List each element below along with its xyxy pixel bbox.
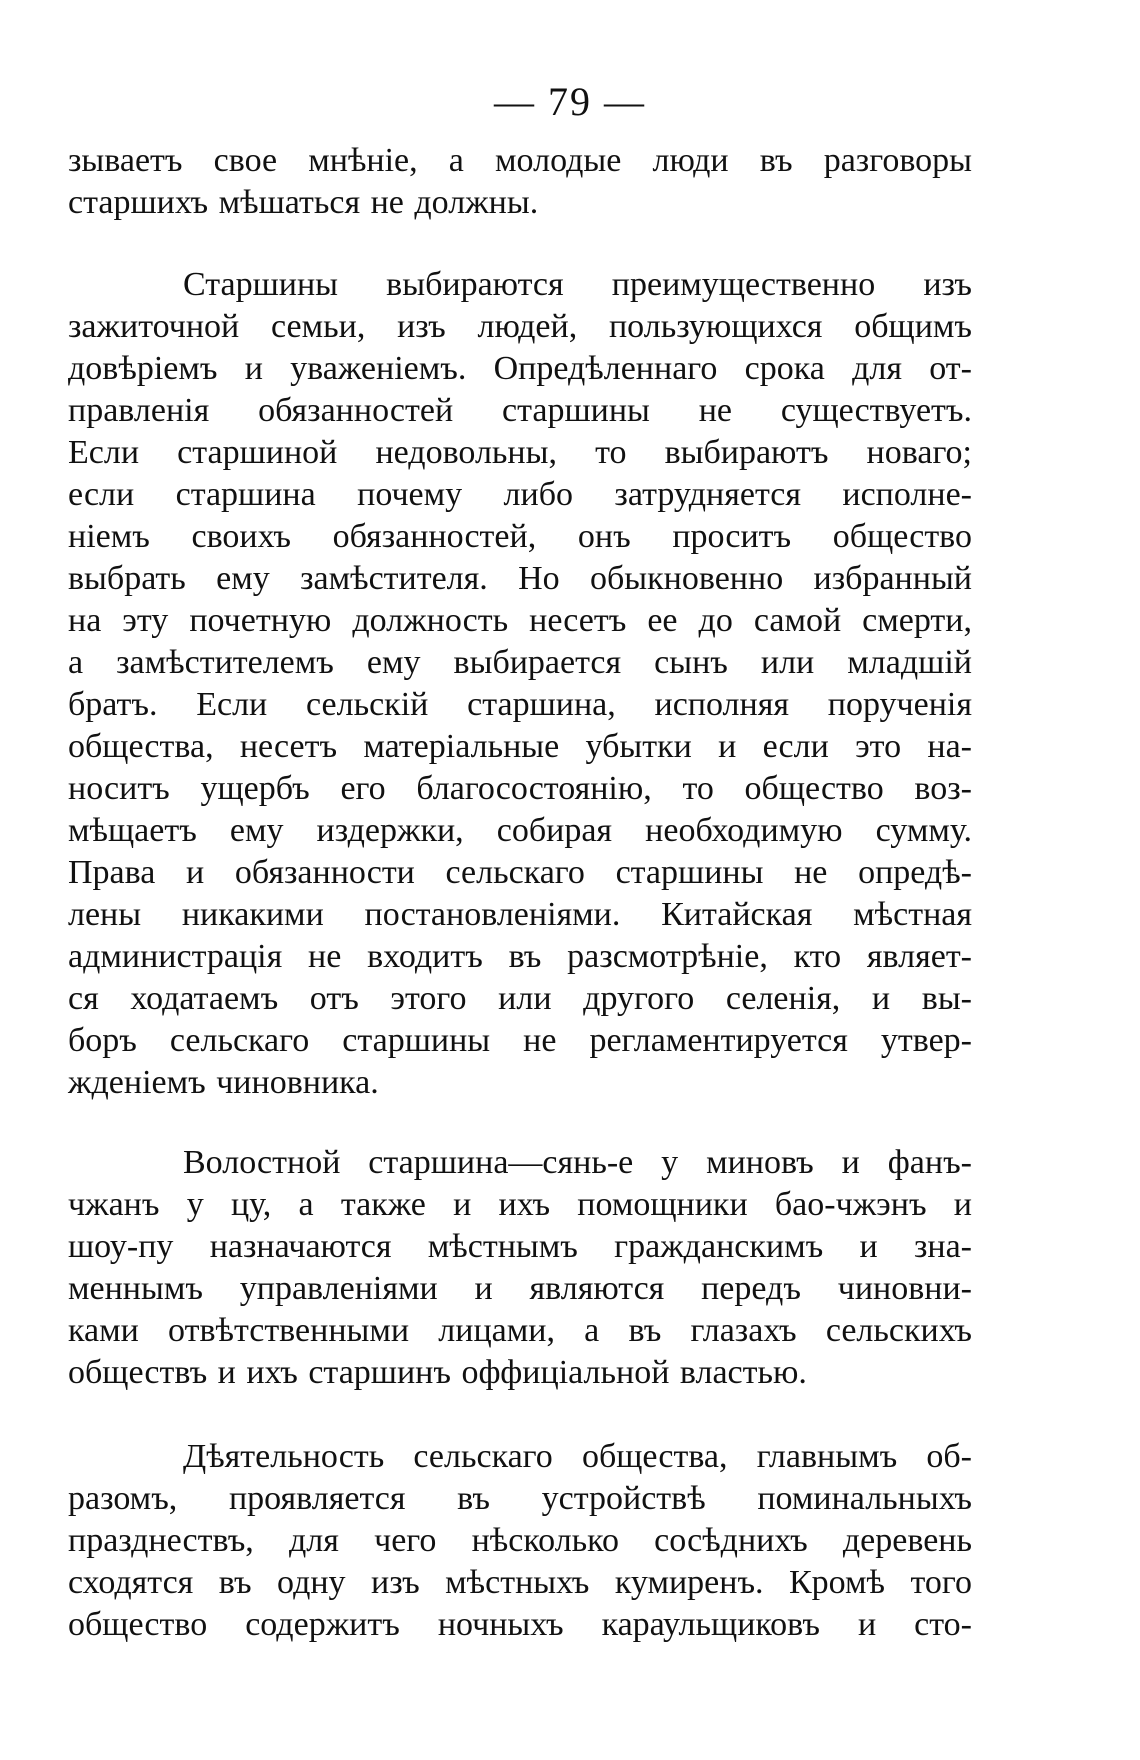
text-line: администрація не входитъ въ разсмотрѣніе, кто являет-: [68, 938, 972, 975]
text-line: боръ сельскаго старшины не регламентируется утвер-: [68, 1022, 972, 1059]
text-line: Волостной старшина—сянь-е у миновъ и фанъ-: [183, 1144, 972, 1181]
text-line: празднествъ, для чего нѣсколько сосѣднихъ деревень: [68, 1522, 972, 1559]
text-line: мѣщаетъ ему издержки, собирая необходимую сумму.: [68, 812, 972, 849]
text-line: Дѣятельность сельскаго общества, главнымъ об-: [183, 1438, 972, 1475]
text-line: выбрать ему замѣстителя. Но обыкновенно избранный: [68, 560, 972, 597]
text-line: ся ходатаемъ отъ этого или другого селенія, и вы-: [68, 980, 972, 1017]
paragraph-1: [68, 140, 972, 224]
paragraph-3: [68, 1142, 972, 1394]
text-line: ніемъ своихъ обязанностей, онъ проситъ общество: [68, 518, 972, 555]
text-line: на эту почетную должность несетъ ее до самой смерти,: [68, 602, 972, 639]
text-line: обществъ и ихъ старшинъ оффиціальной властью.: [68, 1354, 807, 1391]
text-line: лены никакими постановленіями. Китайская мѣстная: [68, 896, 972, 933]
text-line: чжанъ у цу, а также и ихъ помощники бао-чжэнъ и: [68, 1186, 972, 1223]
text-line: меннымъ управленіями и являются передъ чиновни-: [68, 1270, 972, 1307]
text-line: если старшина почему либо затрудняется исполне-: [68, 476, 972, 513]
text-line: старшихъ мѣшаться не должны.: [68, 184, 539, 221]
text-line: Права и обязанности сельскаго старшины не опредѣ-: [68, 854, 972, 891]
text-line: Старшины выбираются преимущественно изъ: [183, 266, 972, 303]
text-line: зажиточной семьи, изъ людей, пользующихся общимъ: [68, 308, 972, 345]
text-line: правленія обязанностей старшины не существуетъ.: [68, 392, 972, 429]
text-line: разомъ, проявляется въ устройствѣ поминальныхъ: [68, 1480, 972, 1517]
text-line: сходятся въ одну изъ мѣстныхъ кумиренъ. Кромѣ того: [68, 1564, 972, 1601]
text-line: довѣріемъ и уваженіемъ. Опредѣленнаго срока для от-: [68, 350, 972, 387]
text-line: а замѣстителемъ ему выбирается сынъ или младшій: [68, 644, 972, 681]
text-line: зываетъ свое мнѣніе, а молодые люди въ разговоры: [68, 142, 972, 179]
text-line: общества, несетъ матеріальные убытки и если это на-: [68, 728, 972, 765]
text-line: общество содержитъ ночныхъ караульщиковъ и сто-: [68, 1606, 972, 1643]
page-number: — 79 —: [494, 79, 646, 124]
paragraph-4: [68, 1436, 972, 1646]
paragraph-2: [68, 264, 972, 1104]
text-line: ками отвѣтственными лицами, а въ глазахъ сельскихъ: [68, 1312, 972, 1349]
text-line: Если старшиной недовольны, то выбираютъ новаго;: [68, 434, 972, 471]
text-line: жденіемъ чиновника.: [68, 1064, 379, 1101]
text-line: носитъ ущербъ его благосостоянію, то общество воз-: [68, 770, 972, 807]
text-line: шоу-пу назначаются мѣстнымъ гражданскимъ и зна-: [68, 1228, 972, 1265]
text-line: братъ. Если сельскій старшина, исполняя порученія: [68, 686, 972, 723]
